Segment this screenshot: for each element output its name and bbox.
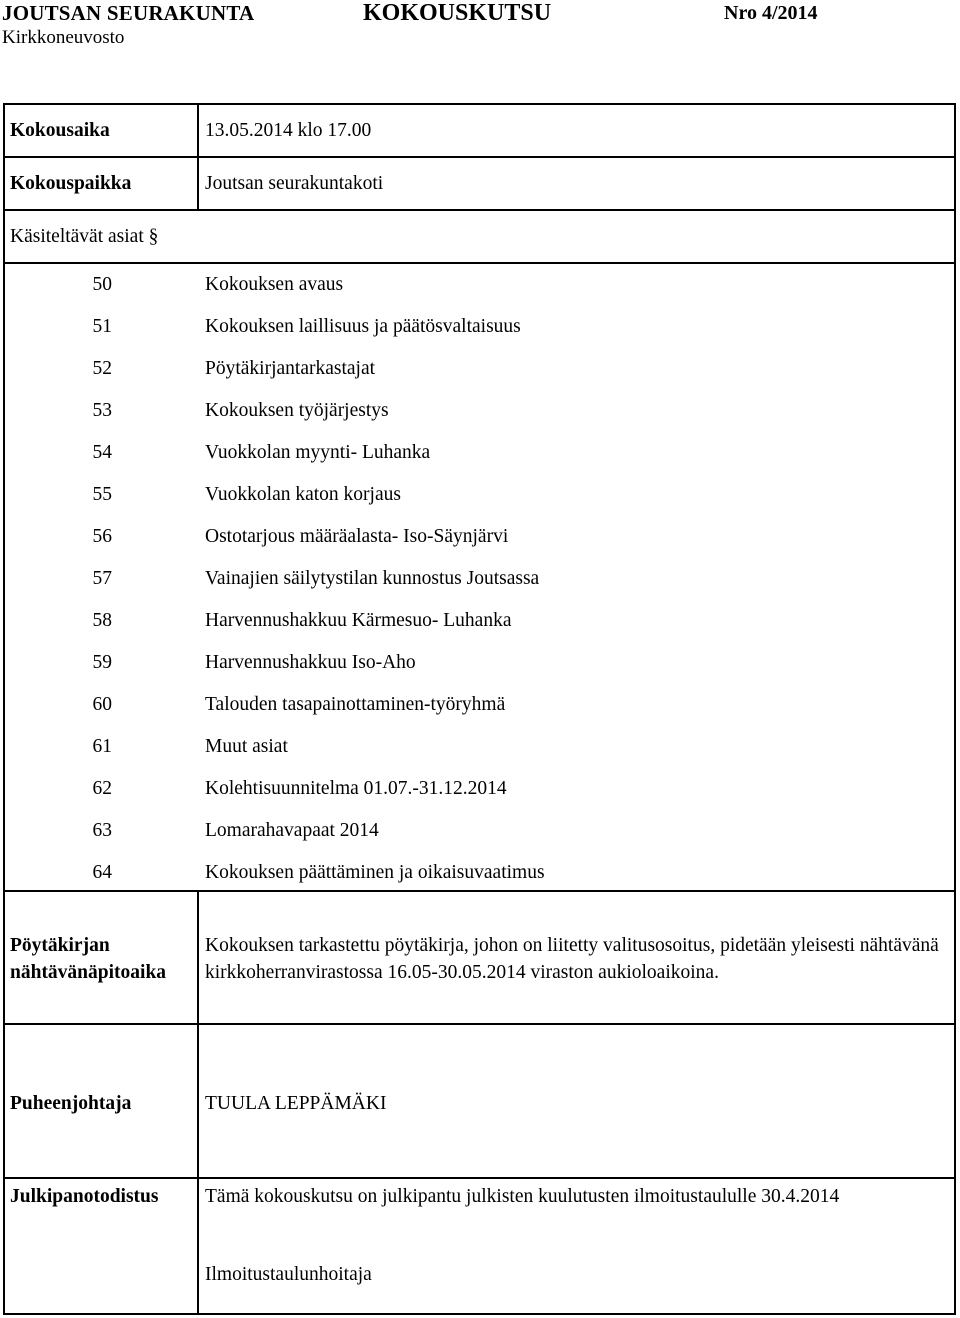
row-divider — [3, 1023, 956, 1025]
agenda-item-number: 57 — [92, 568, 112, 589]
agenda-item-number: 59 — [92, 652, 112, 673]
issuing-body: Kirkkoneuvosto — [2, 27, 125, 48]
agenda-item-title: Harvennushakkuu Iso-Aho — [205, 652, 416, 673]
agenda-item-number: 61 — [92, 736, 112, 757]
meeting-time-value: 13.05.2014 klo 17.00 — [205, 120, 372, 141]
agenda-item-title: Vainajien säilytystilan kunnostus Joutsassa — [205, 568, 540, 589]
column-divider — [197, 891, 199, 1315]
agenda-item-title: Kokouksen avaus — [205, 274, 344, 295]
agenda-item-number: 56 — [92, 526, 112, 547]
meeting-place-value: Joutsan seurakuntakoti — [205, 173, 384, 194]
chair-name: TUULA LEPPÄMÄKI — [205, 1093, 387, 1114]
document-number: Nro 4/2014 — [724, 2, 818, 24]
agenda-item-number: 50 — [92, 274, 112, 295]
agenda-item-title: Ostotarjous määräalasta- Iso-Säynjärvi — [205, 526, 509, 547]
document-header — [0, 0, 960, 60]
agenda-item-title: Vuokkolan katon korjaus — [205, 484, 401, 505]
agenda-item-number: 55 — [92, 484, 112, 505]
agenda-item-title: Kokouksen työjärjestys — [205, 400, 389, 421]
meeting-place-label: Kokouspaikka — [10, 173, 132, 194]
agenda-item-title: Pöytäkirjantarkastajat — [205, 358, 376, 379]
agenda-item-title: Kokouksen päättäminen ja oikaisuvaatimus — [205, 862, 545, 883]
certificate-label: Julkipanotodistus — [10, 1186, 159, 1207]
chair-label: Puheenjohtaja — [10, 1093, 132, 1114]
minutes-display-label: Pöytäkirjan nähtävänäpitoaika — [10, 935, 167, 983]
certificate-text: Tämä kokouskutsu on julkipantu julkisten kuulutusten ilmoitustaululle 30.4.2014 — [205, 1186, 840, 1207]
certificate-signer: Ilmoitustaulunhoitaja — [205, 1264, 372, 1285]
minutes-display-text: Kokouksen tarkastettu pöytäkirja, johon on liitetty valitusosoitus, pidetään yleisesti nähtävänä kirkkoherranvirastossa 16.05-30.05.2014 viraston aukioloaikoina. — [205, 935, 939, 983]
agenda-item-number: 58 — [92, 610, 112, 631]
row-divider — [3, 262, 956, 264]
agenda-item-number: 54 — [92, 442, 112, 463]
organization-name: JOUTSAN SEURAKUNTA — [2, 1, 255, 25]
row-divider — [3, 1177, 956, 1179]
agenda-item-number: 51 — [92, 316, 112, 337]
agenda-item-number: 53 — [92, 400, 112, 421]
agenda-item-number: 64 — [92, 862, 112, 883]
row-divider — [3, 209, 956, 211]
agenda-item-title: Lomarahavapaat 2014 — [205, 820, 379, 841]
agenda-item-title: Muut asiat — [205, 736, 288, 757]
document-title: KOKOUSKUTSU — [363, 0, 552, 26]
agenda-item-title: Kokouksen laillisuus ja päätösvaltaisuus — [205, 316, 521, 337]
agenda-heading: Käsiteltävät asiat § — [10, 226, 159, 247]
agenda-item-title: Kolehtisuunnitelma 01.07.-31.12.2014 — [205, 778, 507, 799]
agenda-item-number: 60 — [92, 694, 112, 715]
column-divider — [197, 103, 199, 210]
row-divider — [3, 890, 956, 892]
agenda-item-number: 62 — [92, 778, 112, 799]
agenda-item-title: Vuokkolan myynti- Luhanka — [205, 442, 431, 463]
agenda-item-number: 63 — [92, 820, 112, 841]
row-divider — [3, 156, 956, 158]
meeting-time-label: Kokousaika — [10, 120, 110, 141]
agenda-item-number: 52 — [92, 358, 112, 379]
agenda-item-title: Talouden tasapainottaminen-työryhmä — [205, 694, 506, 715]
agenda-item-title: Harvennushakkuu Kärmesuo- Luhanka — [205, 610, 512, 631]
